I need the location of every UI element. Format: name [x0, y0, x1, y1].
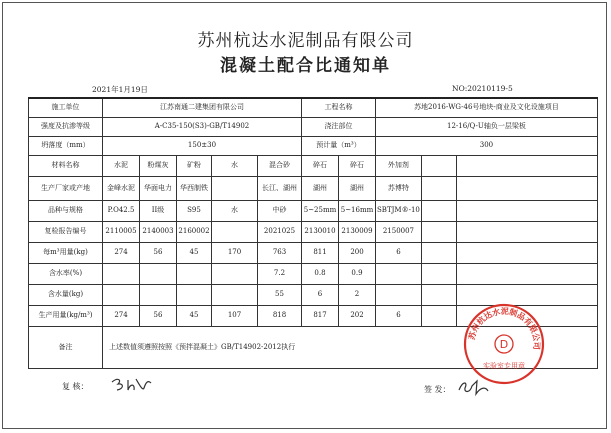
materials-cell: 6 — [376, 305, 422, 326]
materials-body — [29, 155, 598, 326]
materials-cell — [212, 176, 258, 200]
materials-header-row — [29, 155, 598, 176]
materials-cell: 含水率(%) — [29, 263, 103, 284]
materials-cell — [140, 284, 177, 305]
materials-header-cell: 碎石 — [339, 155, 376, 176]
materials-cell: 2110005 — [103, 221, 140, 242]
materials-cell: 45 — [177, 305, 212, 326]
materials-header-cell: 材料名称 — [29, 155, 103, 176]
materials-cell: 生产厂家或产地 — [29, 176, 103, 200]
materials-cell — [421, 200, 456, 221]
materials-cell: 华西制铁 — [177, 176, 212, 200]
materials-cell: 200 — [339, 242, 376, 263]
materials-cell: II级 — [140, 200, 177, 221]
materials-cell: 湖州 — [302, 176, 339, 200]
materials-cell: 811 — [302, 242, 339, 263]
review-signature — [108, 374, 158, 396]
materials-cell — [103, 263, 140, 284]
materials-cell: 华面电力 — [140, 176, 177, 200]
materials-cell: 170 — [212, 242, 258, 263]
materials-cell: 107 — [212, 305, 258, 326]
materials-cell: 每m³用量(kg) — [29, 242, 103, 263]
unit-label: 施工单位 — [29, 98, 103, 117]
materials-cell — [376, 263, 422, 284]
materials-cell — [456, 200, 597, 221]
materials-cell: 中砂 — [258, 200, 302, 221]
materials-cell: 56 — [140, 242, 177, 263]
grade-value: A-C35-150(S3)-GB/T14902 — [103, 117, 302, 136]
materials-cell — [103, 284, 140, 305]
materials-cell: 水 — [212, 200, 258, 221]
materials-cell — [421, 263, 456, 284]
materials-cell: 6 — [376, 242, 422, 263]
materials-cell: 7.2 — [258, 263, 302, 284]
materials-row — [29, 242, 598, 263]
project-value: 苏地2016-WG-46号地块-商业及文化设施项目 — [376, 98, 598, 117]
review-label: 复 核： — [62, 382, 89, 391]
volume-label: 预计量（m³） — [302, 136, 376, 155]
materials-cell — [212, 263, 258, 284]
materials-cell — [212, 221, 258, 242]
materials-cell — [177, 263, 212, 284]
issue-label: 签 发： — [424, 385, 451, 394]
materials-cell — [456, 242, 597, 263]
materials-cell — [421, 284, 456, 305]
materials-cell: 818 — [258, 305, 302, 326]
materials-cell — [421, 305, 456, 326]
materials-cell: S95 — [177, 200, 212, 221]
materials-cell: 长江、湖州 — [258, 176, 302, 200]
materials-cell: 5~25mm — [302, 200, 339, 221]
stamp-ring-text: 苏州杭达水泥制品有限公司 — [467, 306, 542, 351]
volume-value: 300 — [376, 136, 598, 155]
materials-header-cell: 水 — [212, 155, 258, 176]
stamp-center: D — [499, 338, 509, 351]
issue-date: 2021年1月19日 — [92, 85, 148, 94]
materials-header-cell — [421, 155, 456, 176]
materials-cell: 817 — [302, 305, 339, 326]
materials-cell — [456, 263, 597, 284]
materials-cell: 品种与规格 — [29, 200, 103, 221]
remarks-label: 备注 — [29, 326, 103, 368]
materials-cell — [421, 176, 456, 200]
materials-cell — [421, 242, 456, 263]
project-label: 工程名称 — [302, 98, 376, 117]
materials-cell: 763 — [258, 242, 302, 263]
materials-row — [29, 221, 598, 242]
materials-cell — [376, 284, 422, 305]
materials-cell — [140, 263, 177, 284]
materials-cell: 0.9 — [339, 263, 376, 284]
materials-cell: 6 — [302, 284, 339, 305]
materials-cell: 苏博特 — [376, 176, 422, 200]
materials-cell: 2130009 — [339, 221, 376, 242]
part-label: 浇注部位 — [302, 117, 376, 136]
materials-cell — [456, 176, 597, 200]
materials-header-cell: 碎石 — [302, 155, 339, 176]
remarks-text: 上述数值须遵照按照《预拌混凝土》GB/T14902-2012执行 — [103, 326, 598, 368]
materials-cell — [212, 284, 258, 305]
materials-cell: 55 — [258, 284, 302, 305]
materials-cell: 274 — [103, 305, 140, 326]
materials-cell — [456, 221, 597, 242]
materials-cell: 2160002 — [177, 221, 212, 242]
slump-value: 150±30 — [103, 136, 302, 155]
materials-row — [29, 200, 598, 221]
materials-cell: 生产用量(kg/m³) — [29, 305, 103, 326]
materials-cell: 2140003 — [140, 221, 177, 242]
materials-cell: SBTJM®-10 — [376, 200, 422, 221]
grade-label: 强度及抗渗等级 — [29, 117, 103, 136]
materials-cell: 金峰水泥 — [103, 176, 140, 200]
materials-header-cell: 粉煤灰 — [140, 155, 177, 176]
slump-label: 坍落度（mm） — [29, 136, 103, 155]
materials-cell: 2150007 — [376, 221, 422, 242]
materials-cell: 5~16mm — [339, 200, 376, 221]
materials-cell: 45 — [177, 242, 212, 263]
materials-cell: 含水量(kg) — [29, 284, 103, 305]
materials-cell — [177, 284, 212, 305]
materials-cell: 2130010 — [302, 221, 339, 242]
unit-value: 江苏南通二建集团有限公司 — [103, 98, 302, 117]
materials-cell: 0.8 — [302, 263, 339, 284]
materials-header-cell: 外加剂 — [376, 155, 422, 176]
materials-row — [29, 263, 598, 284]
materials-row — [29, 176, 598, 200]
materials-cell: 2021025 — [258, 221, 302, 242]
materials-cell: 复检报告编号 — [29, 221, 103, 242]
materials-cell — [421, 221, 456, 242]
materials-cell: 202 — [339, 305, 376, 326]
materials-cell: P.O42.5 — [103, 200, 140, 221]
materials-header-cell: 混合砂 — [258, 155, 302, 176]
stamp-bottom-text: 实验室专用章 — [483, 362, 525, 370]
materials-cell: 274 — [103, 242, 140, 263]
document-number: NO:20210119-5 — [452, 84, 513, 93]
materials-header-cell: 矿粉 — [177, 155, 212, 176]
materials-cell: 56 — [140, 305, 177, 326]
document-title: 混凝土配合比通知单 — [220, 56, 391, 76]
materials-header-cell: 水泥 — [103, 155, 140, 176]
materials-cell: 2 — [339, 284, 376, 305]
materials-header-cell — [456, 155, 597, 176]
part-value: 12-16/Q-U轴负一层梁板 — [376, 117, 598, 136]
company-name: 苏州杭达水泥制品有限公司 — [197, 31, 414, 51]
lab-stamp — [462, 302, 546, 386]
materials-cell: 湖州 — [339, 176, 376, 200]
